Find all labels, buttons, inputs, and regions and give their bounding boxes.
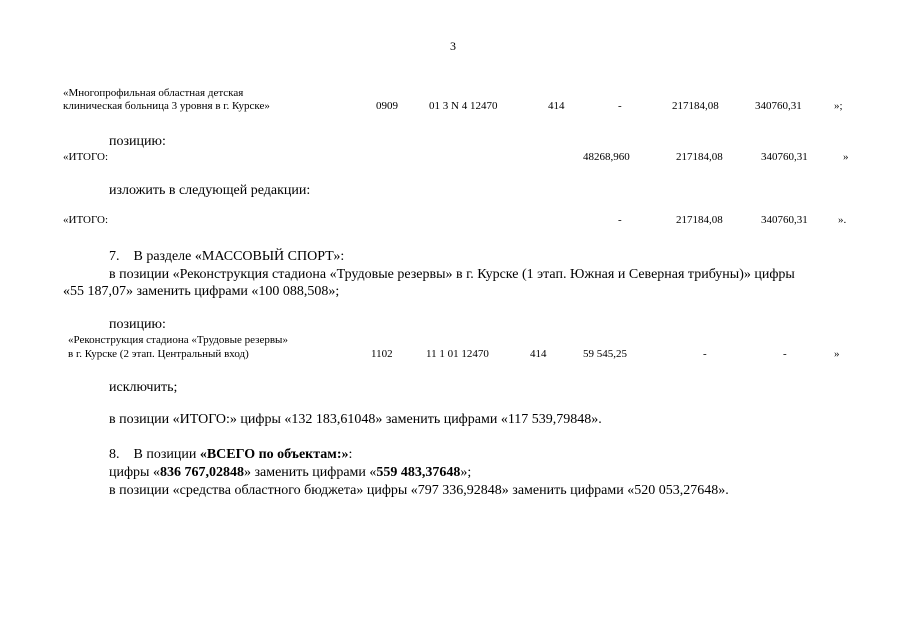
- section7-line1: в позиции «Реконструкция стадиона «Трудовые резервы» в г. Курске (1 этап. Южная и Северная трибуны)» цифры: [109, 267, 795, 282]
- itogo2-end: ».: [838, 214, 847, 226]
- section7-number: 7.: [109, 249, 120, 264]
- section8-line1-e: »;: [460, 465, 472, 480]
- section8-old-value: 836 767,02848: [159, 465, 244, 480]
- section7-title: В разделе «МАССОВЫЙ СПОРТ»:: [133, 249, 345, 264]
- itogo-replace-line: в позиции «ИТОГО:» цифры «132 183,61048» заменить цифрами «117 539,79848».: [109, 412, 602, 427]
- section8-line2: в позиции «средства областного бюджета» цифры «797 336,92848» заменить цифрами «520 053,27648».: [109, 483, 729, 498]
- row2-v3: -: [783, 348, 787, 360]
- itogo2-v2: 217184,08: [676, 214, 723, 226]
- section7-line2: «55 187,07» заменить цифрами «100 088,508»;: [63, 284, 340, 299]
- itogo1-v3: 340760,31: [761, 151, 808, 163]
- row2-name-line2: в г. Курске (2 этап. Центральный вход): [68, 348, 249, 360]
- section8-line1-c: » заменить цифрами «: [243, 465, 377, 480]
- row1-end: »;: [834, 100, 843, 112]
- row1-name-line2: клиническая больница 3 уровня в г. Курске»: [63, 100, 270, 112]
- page-number: 3: [450, 39, 456, 53]
- itogo2-v1: -: [618, 214, 622, 226]
- itogo1-label: «ИТОГО:: [63, 151, 109, 163]
- row1-v1: -: [618, 100, 622, 112]
- section8-heading: [109, 446, 352, 463]
- section7-heading: [109, 248, 344, 265]
- section8-line1-a: цифры «: [109, 465, 160, 480]
- itogo2-v3: 340760,31: [761, 214, 808, 226]
- itogo1-v1: 48268,960: [583, 151, 630, 163]
- row2-code: 1102: [371, 348, 393, 360]
- section8-title-suffix: :: [348, 447, 353, 462]
- section8-new-value: 559 483,37648: [376, 465, 461, 480]
- section8-number: 8.: [109, 447, 120, 462]
- section8-title-bold: «ВСЕГО по объектам:»: [199, 447, 349, 462]
- row2-vr: 414: [530, 348, 547, 360]
- exclude-instruction: исключить;: [109, 380, 178, 395]
- section8-title-prefix: В позиции: [133, 447, 200, 462]
- row1-csr: 01 3 N 4 12470: [429, 100, 498, 112]
- itogo1-end: »: [843, 151, 849, 163]
- edit-instruction: изложить в следующей редакции:: [109, 183, 311, 198]
- row2-name-line1: «Реконструкция стадиона «Трудовые резервы»: [68, 334, 288, 346]
- itogo1-v2: 217184,08: [676, 151, 723, 163]
- row1-name-line1: «Многопрофильная областная детская: [63, 87, 244, 99]
- row1-vr: 414: [548, 100, 565, 112]
- row2-v1: 59 545,25: [583, 348, 627, 360]
- row1-code: 0909: [376, 100, 398, 112]
- row2-end: »: [834, 348, 840, 360]
- row1-v2: 217184,08: [672, 100, 719, 112]
- row2-v2: -: [703, 348, 707, 360]
- position-label-2: позицию:: [109, 317, 166, 332]
- position-label-1: позицию:: [109, 134, 166, 149]
- section8-line1: [109, 464, 471, 481]
- row2-csr: 11 1 01 12470: [426, 348, 489, 360]
- itogo2-label: «ИТОГО:: [63, 214, 109, 226]
- row1-v3: 340760,31: [755, 100, 802, 112]
